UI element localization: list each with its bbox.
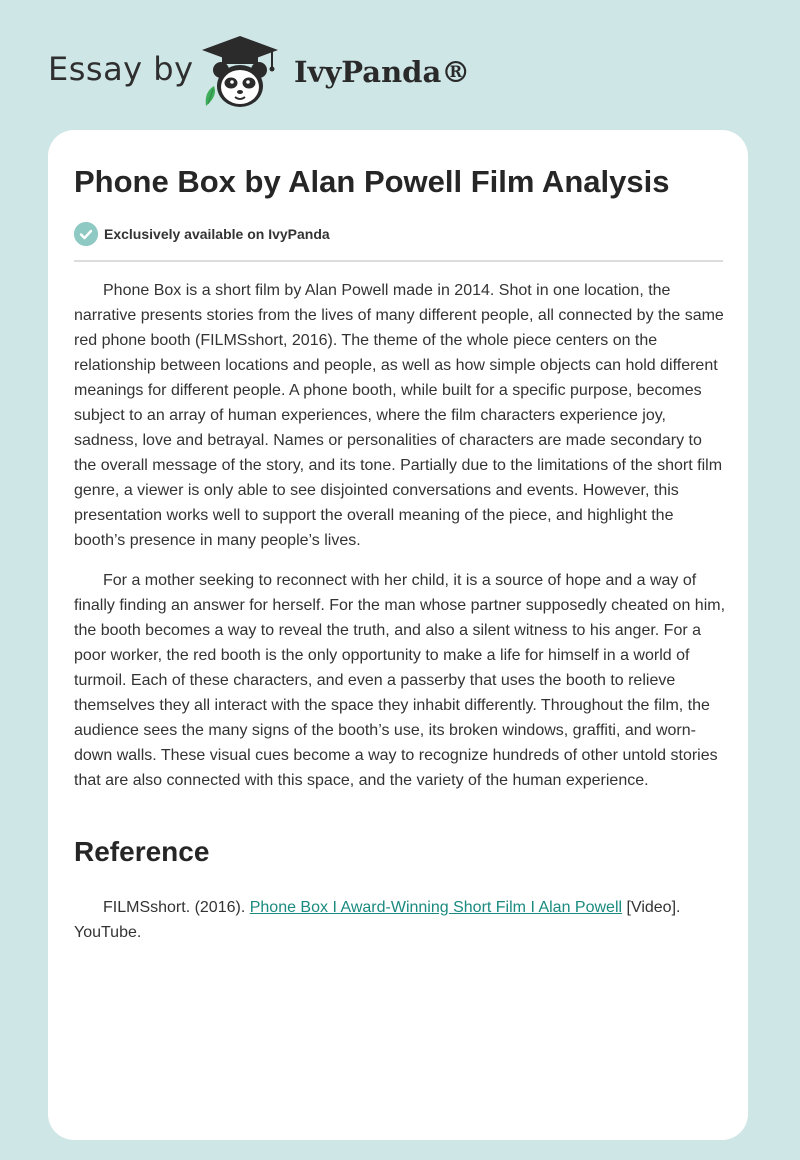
reference-prefix: FILMSshort. (2016). xyxy=(103,899,250,916)
essay-card xyxy=(48,130,748,1140)
page-title: Phone Box by Alan Powell Film Analysis xyxy=(74,164,670,199)
paragraph: Phone Box is a short film by Alan Powell made in 2014. Shot in one location, the narrative presents stories from the lives of many different people, all connected by the same red phone booth (FILMSshort, 2016). The theme of the whole piece centers on the relationship between locations and people, as well as how simple objects can hold different meanings for different people. A phone booth, while built for a specific purpose, becomes subject to an array of human experiences, where the film characters experience joy, sadness, love and betrayal. Names or personalities of characters are made secondary to the overall message of the story, and its tone. Partially due to the limitations of the short film genre, a viewer is only able to see disjointed conversations and events. However, this presentation works well to support the overall meaning of the piece, and highlight the booth’s presence in many people’s lives. xyxy=(74,282,724,549)
site-header xyxy=(0,0,800,130)
panda-logo-icon[interactable] xyxy=(200,34,280,110)
exclusive-badge xyxy=(74,221,330,247)
essay-body xyxy=(74,278,726,808)
paragraph: For a mother seeking to reconnect with her child, it is a source of hope and a way of finally finding an answer for herself. For the man whose partner supposedly cheated on him, the booth becomes a way to reveal the truth, and also a silent witness to his anger. For a poor worker, the red booth is the only opportunity to make a life for himself in a world of turmoil. Each of these characters, and even a passerby that uses the booth to relieve themselves they all interact with the space they inhabit differently. Throughout the film, the audience sees the many signs of the booth’s use, its broken windows, graffiti, and worn-down walls. These visual cues become a way to recognize hundreds of other untold stories that are also connected with this space, and the variety of the human experience. xyxy=(74,572,726,789)
check-circle-icon xyxy=(74,222,98,246)
reference-heading: Reference xyxy=(74,836,210,867)
reference-suffix: [Video]. YouTube. xyxy=(74,899,681,941)
brand-name[interactable]: IvyPanda® xyxy=(294,55,471,89)
reference-entry xyxy=(74,895,726,945)
reference-link[interactable]: Phone Box I Award-Winning Short Film I Alan Powell xyxy=(249,899,623,916)
exclusive-label: Exclusively available on IvyPanda xyxy=(104,226,330,242)
divider xyxy=(74,260,723,262)
essay-by-label: Essay by xyxy=(48,50,194,88)
